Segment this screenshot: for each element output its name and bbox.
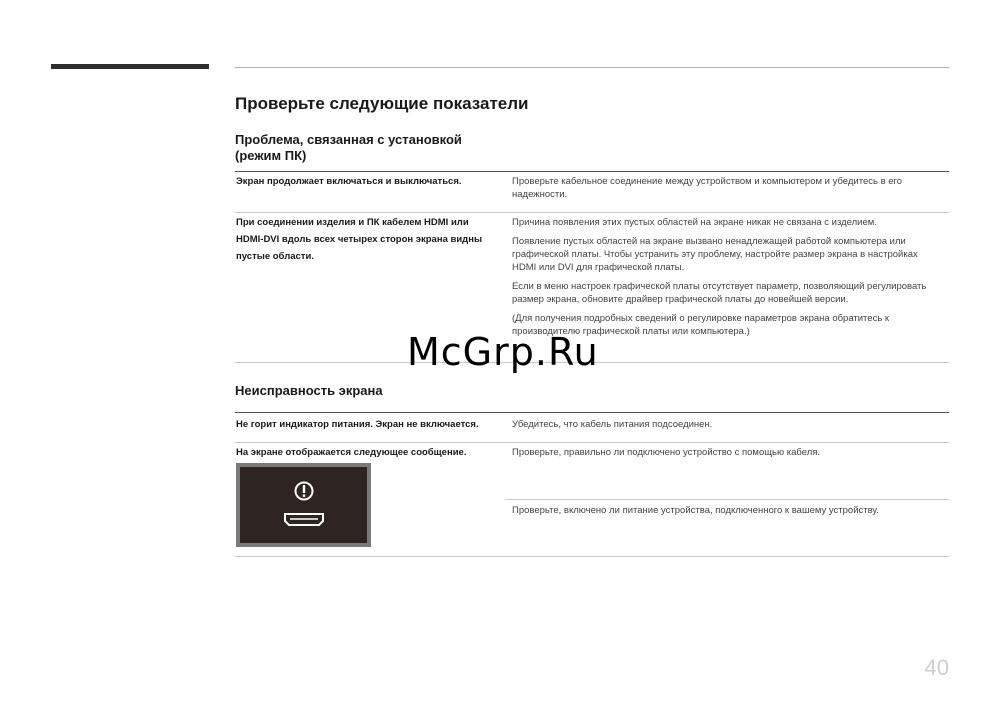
table-top-rule bbox=[235, 412, 949, 413]
solution-text: Появление пустых областей на экране вызвано ненадлежащей работой компьютера или графической платы. Чтобы устранить эту проблему, настройте размер экрана в настройках HDMI или DVI для графической платы. bbox=[512, 236, 918, 273]
solution-text: Причина появления этих пустых областей на экране никак не связана с изделием. bbox=[512, 217, 877, 228]
problem-cell: При соединении изделия и ПК кабелем HDMI или HDMI-DVI вдоль всех четырех сторон экрана видны пустые области. bbox=[236, 217, 483, 262]
solution-text: Проверьте, правильно ли подключено устройство с помощью кабеля. bbox=[512, 447, 821, 458]
problem-cell: Экран продолжает включаться и выключаться. bbox=[236, 176, 462, 187]
section-title-screen-malfunction: Неисправность экрана bbox=[235, 383, 383, 398]
table-top-rule bbox=[235, 171, 949, 172]
chapter-marker-bar bbox=[51, 64, 209, 69]
solution-text: Проверьте, включено ли питание устройства, подключенного к вашему устройству. bbox=[512, 505, 879, 516]
problem-cell: На экране отображается следующее сообщение. bbox=[236, 447, 467, 458]
solution-text: Убедитесь, что кабель питания подсоединен. bbox=[512, 419, 713, 430]
monitor-screen bbox=[240, 467, 367, 543]
row-divider bbox=[235, 212, 949, 213]
solution-text: Проверьте кабельное соединение между устройством и компьютером и убедитесь в его надежности. bbox=[512, 176, 903, 200]
page-number: 40 bbox=[924, 655, 949, 680]
table-bottom-rule bbox=[235, 556, 949, 557]
row-divider bbox=[235, 442, 949, 443]
watermark: McGrp.Ru bbox=[407, 330, 599, 374]
row-divider bbox=[505, 499, 949, 500]
hdmi-port-icon bbox=[240, 467, 367, 543]
header-rule bbox=[235, 67, 949, 68]
page-title: Проверьте следующие показатели bbox=[235, 94, 529, 113]
solution-cell bbox=[512, 216, 942, 344]
problem-cell: Не горит индикатор питания. Экран не включается. bbox=[236, 419, 479, 430]
solution-cell bbox=[512, 446, 942, 465]
solution-cell bbox=[512, 418, 942, 437]
solution-text: Если в меню настроек графической платы отсутствует параметр, позволяющий регулировать размер экрана, обновите драйвер графической платы до новейшей версии. bbox=[512, 281, 927, 305]
section-title-pc-mode: Проблема, связанная с установкой (режим ПК) bbox=[235, 132, 462, 163]
solution-text: (Для получения подробных сведений о регулировке параметров экрана обратитесь к производителю графической платы или компьютера.) bbox=[512, 313, 890, 337]
monitor-message-illustration bbox=[236, 463, 371, 547]
solution-cell bbox=[512, 504, 942, 523]
solution-cell bbox=[512, 175, 942, 207]
